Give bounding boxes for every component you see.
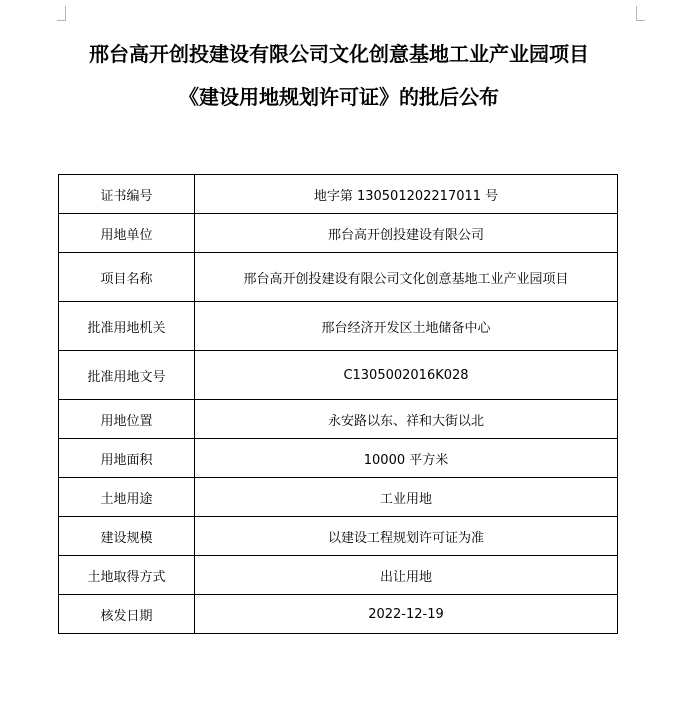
- table-row: [59, 214, 618, 253]
- row-label-issue-date: 核发日期: [59, 595, 195, 634]
- table-row: [59, 400, 618, 439]
- row-label-approval-doc-number: 批准用地文号: [59, 351, 195, 400]
- row-label-approval-authority: 批准用地机关: [59, 302, 195, 351]
- row-label-location: 用地位置: [59, 400, 195, 439]
- row-value-acquisition-method: 出让用地: [195, 556, 618, 595]
- table-row: [59, 175, 618, 214]
- row-value-land-unit: 邢台高开创投建设有限公司: [195, 214, 618, 253]
- document-title-line2: 《建设用地规划许可证》的批后公布: [179, 85, 499, 109]
- row-label-land-unit: 用地单位: [59, 214, 195, 253]
- table-row: [59, 556, 618, 595]
- row-label-construction-scale: 建设规模: [59, 517, 195, 556]
- row-value-approval-doc-number: C1305002016K028: [195, 351, 618, 400]
- row-label-acquisition-method: 土地取得方式: [59, 556, 195, 595]
- page-corner-mark-right: [636, 6, 645, 21]
- certificate-table: [58, 174, 618, 634]
- table-row: [59, 351, 618, 400]
- row-label-cert-number: 证书编号: [59, 175, 195, 214]
- table-row: [59, 253, 618, 302]
- row-value-cert-number: 地字第 130501202217011 号: [195, 175, 618, 214]
- row-value-location: 永安路以东、祥和大街以北: [195, 400, 618, 439]
- row-value-issue-date: 2022-12-19: [195, 595, 618, 634]
- row-value-area: 10000 平方米: [195, 439, 618, 478]
- page-corner-mark-left: [57, 6, 66, 21]
- table-row: [59, 439, 618, 478]
- row-value-project-name: 邢台高开创投建设有限公司文化创意基地工业产业园项目: [195, 253, 618, 302]
- row-label-land-use: 土地用途: [59, 478, 195, 517]
- table-row: [59, 302, 618, 351]
- table-row: [59, 517, 618, 556]
- table-row: [59, 478, 618, 517]
- table-row: [59, 595, 618, 634]
- row-value-construction-scale: 以建设工程规划许可证为准: [195, 517, 618, 556]
- document-title-line1: 邢台高开创投建设有限公司文化创意基地工业产业园项目: [89, 42, 589, 66]
- row-label-project-name: 项目名称: [59, 253, 195, 302]
- row-value-approval-authority: 邢台经济开发区土地储备中心: [195, 302, 618, 351]
- row-value-land-use: 工业用地: [195, 478, 618, 517]
- row-label-area: 用地面积: [59, 439, 195, 478]
